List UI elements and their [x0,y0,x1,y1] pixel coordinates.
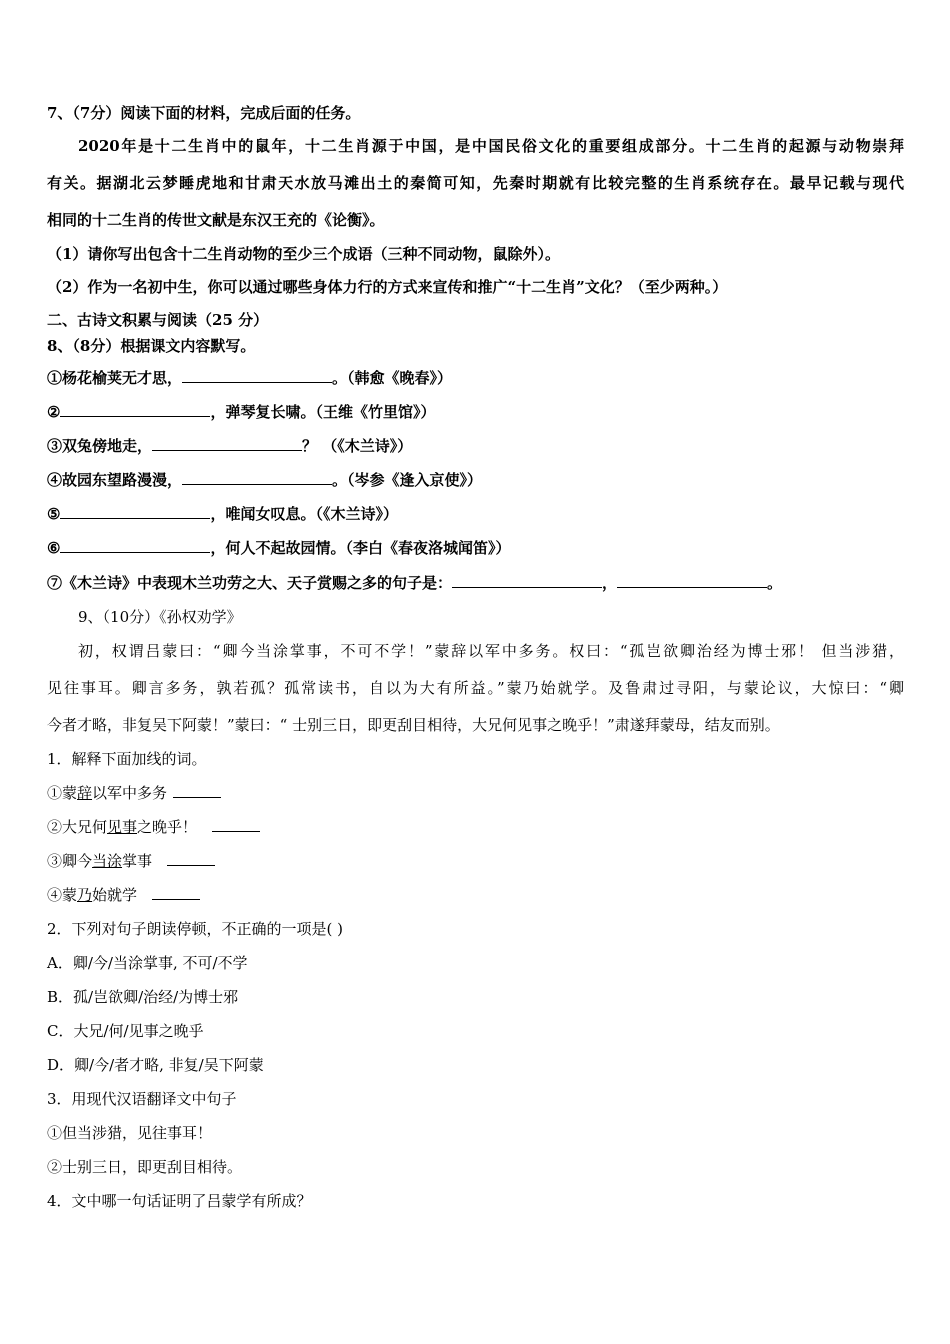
item-post: 以军中多务 [92,784,168,802]
item-pre: ④蒙 [47,886,78,904]
q8-item-1 [47,368,452,388]
q8-item-6-pre: ⑥ [47,539,61,557]
q8-item-3-post: ？ （《木兰诗》） [302,437,413,455]
q9-sub2-option-d[interactable]: D．卿/今/者才略, 非复/吴下阿蒙 [47,1056,264,1074]
q9-sub4-title: 4．文中哪一句话证明了吕蒙学有所成？ [47,1192,312,1210]
q9-sub3-item-1: ①但当涉猎，见往事耳！ [47,1124,213,1142]
q9-sub1-item-2 [47,817,260,837]
q8-item-5 [47,504,398,524]
q9-sub2-option-c[interactable]: C．大兄/何/见事之晚乎 [47,1022,204,1040]
answer-blank[interactable] [60,402,210,417]
item-post: 掌事 [122,852,157,870]
q8-item-7 [47,573,782,593]
q9-sub2-title: 2．下列对句子朗读停顿，不正确的一项是( ) [47,920,344,938]
q9-sub1-item-1 [47,783,221,803]
q9-sub3-item-2: ②士别三日，即更刮目相待。 [47,1158,243,1176]
answer-blank[interactable] [182,368,332,383]
answer-blank[interactable] [452,573,602,588]
answer-blank[interactable] [152,885,200,900]
underlined-word: 见事 [107,818,138,836]
q8-item-1-pre: ①杨花榆荚无才思， [47,369,183,387]
item-post: 之晚乎！ [137,818,202,836]
q8-item-5-pre: ⑤ [47,505,61,523]
q7-para-line3: 相同的十二生肖的传世文献是东汉王充的《论衡》。 [47,211,385,229]
item-pre: ①蒙 [47,784,78,802]
q8-item-3-pre: ③双兔傍地走， [47,437,153,455]
q8-title: 8、（8分）根据课文内容默写。 [47,337,256,355]
answer-blank[interactable] [152,436,302,451]
q8-item-6 [47,538,510,558]
underlined-word: 辞 [77,784,93,802]
q9-title: 9、（10分）《孙权劝学》 [78,608,242,626]
underlined-word: 当涂 [92,852,123,870]
q8-item-4-pre: ④故园东望路漫漫， [47,471,183,489]
q9-text-line2: 见往事耳。卿言多务，孰若孤？孤常读书，自以为大有所益。”蒙乃始就学。及鲁肃过寻阳，与蒙论议，大惊曰：“卿 [47,679,904,697]
q8-item-5-post: ，唯闻女叹息。（《木兰诗》） [210,505,398,523]
q7-para-line1: 2020年是十二生肖中的鼠年，十二生肖源于中国，是中国民俗文化的重要组成部分。十二生肖的起源与动物崇拜 [78,137,904,155]
q8-item-2-pre: ② [47,403,61,421]
q8-item-7-mid: ， [602,574,618,592]
q9-sub1-title: 1．解释下面加线的词。 [47,750,207,768]
q8-item-7-post: 。 [767,574,783,592]
answer-blank[interactable] [167,851,215,866]
q9-sub3-title: 3．用现代汉语翻译文中句子 [47,1090,237,1108]
answer-blank[interactable] [212,817,260,832]
q8-item-6-post: ，何人不起故园情。（李白《春夜洛城闻笛》） [210,539,511,557]
q9-sub1-item-3 [47,851,215,871]
q9-sub1-item-4 [47,885,200,905]
q9-text-line3: 今者才略，非复吴下阿蒙！”蒙曰：“ 士别三日，即更刮目相待，大兄何见事之晚乎！”肃遂拜蒙母，结友而别。 [47,716,780,734]
item-post: 始就学 [92,886,142,904]
answer-blank[interactable] [60,538,210,553]
q8-item-1-post: 。（韩愈《晚春》） [332,369,453,387]
q7-para-line2: 有关。据湖北云梦睡虎地和甘肃天水放马滩出土的秦简可知，先秦时期就有比较完整的生肖系统存在。最早记载与现代 [47,174,904,192]
q7-title: 7、（7分）阅读下面的材料，完成后面的任务。 [47,104,361,122]
answer-blank[interactable] [173,783,221,798]
item-pre: ②大兄何 [47,818,108,836]
answer-blank[interactable] [617,573,767,588]
q7-task2: （2）作为一名初中生，你可以通过哪些身体力行的方式来宣传和推广“十二生肖”文化？（至少两种。） [47,278,728,296]
q8-item-7-pre: ⑦《木兰诗》中表现木兰功劳之大、天子赏赐之多的句子是： [47,574,453,592]
q8-item-3 [47,436,412,456]
q9-text-line1: 初，权谓吕蒙曰：“卿今当涂掌事，不可不学！”蒙辞以军中多务。权曰：“孤岂欲卿治经为博士邪！ 但当涉猎， [78,642,904,660]
answer-blank[interactable] [60,504,210,519]
q7-task1: （1）请你写出包含十二生肖动物的至少三个成语（三种不同动物，鼠除外）。 [47,245,560,263]
q8-item-4-post: 。（岑参《逢入京使》） [332,471,483,489]
item-pre: ③卿今 [47,852,93,870]
q9-sub2-option-b[interactable]: B．孤/岂欲卿/治经/为博士邪 [47,988,239,1006]
q8-item-2 [47,402,435,422]
q9-sub2-option-a[interactable]: A．卿/今/当涂掌事, 不可/不学 [47,954,248,972]
q8-item-4 [47,470,482,490]
section2-title: 二、古诗文积累与阅读（25 分） [47,311,269,329]
q8-item-2-post: ，弹琴复长啸。（王维《竹里馆》） [210,403,436,421]
answer-blank[interactable] [182,470,332,485]
underlined-word: 乃 [77,886,93,904]
